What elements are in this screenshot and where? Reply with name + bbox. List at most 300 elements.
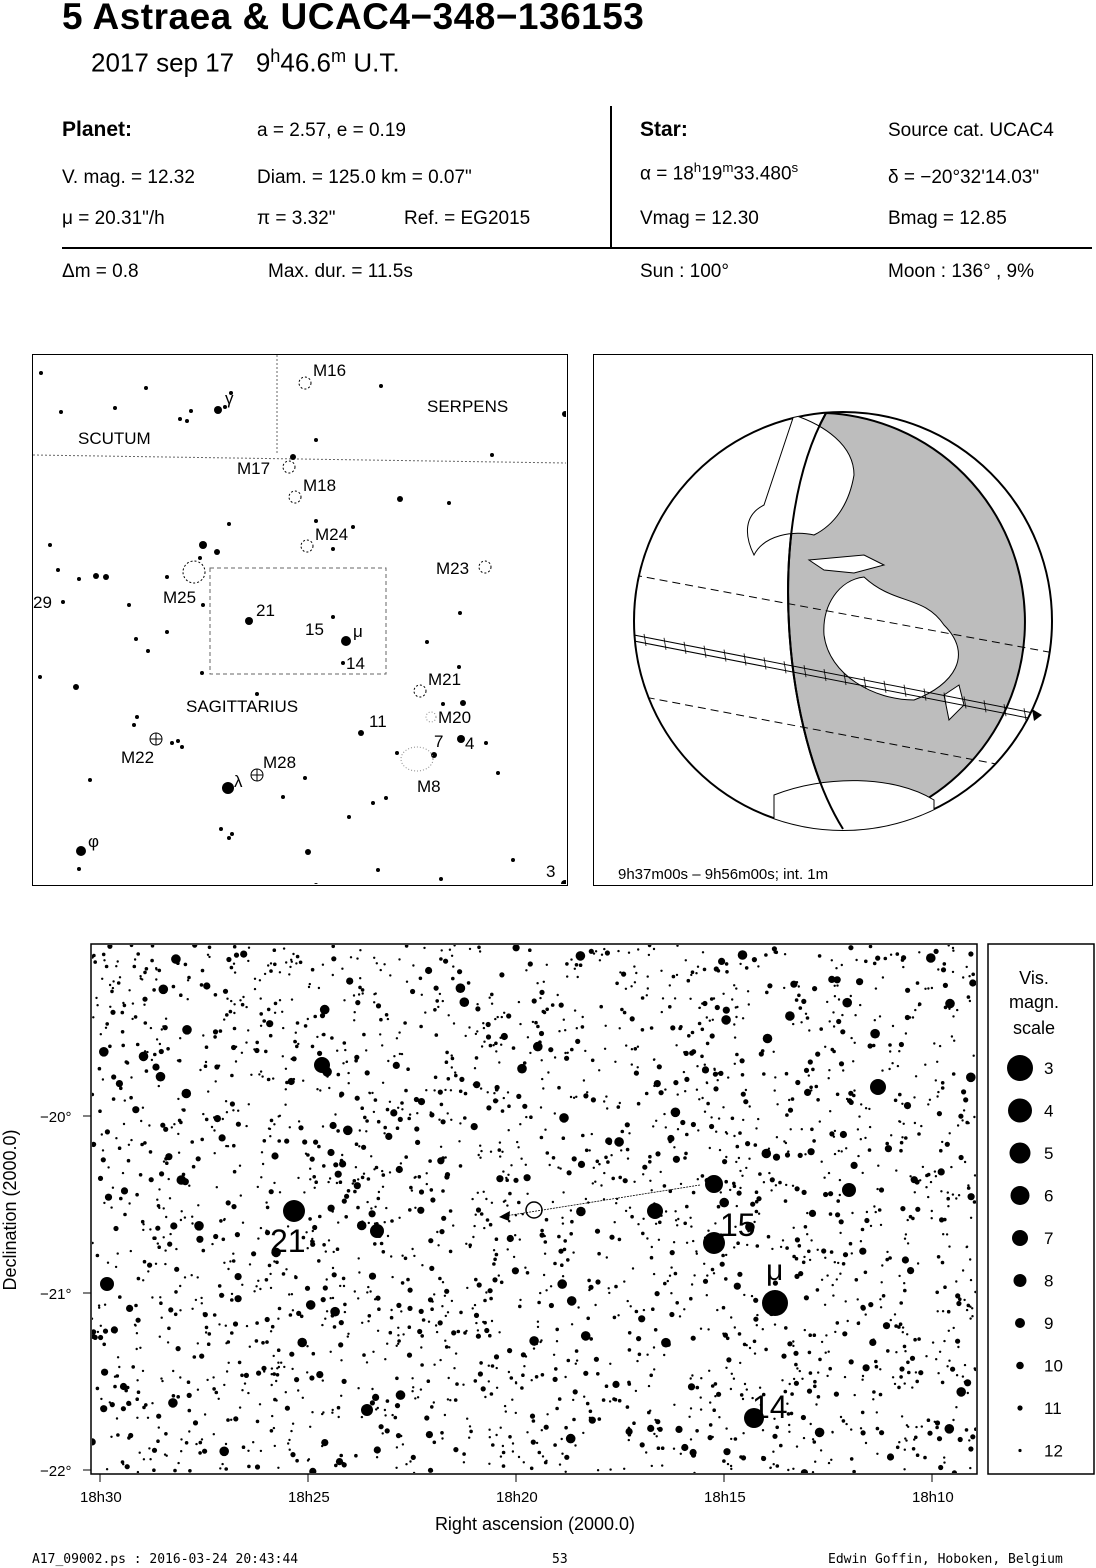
field-star [812, 1438, 814, 1440]
field-star [212, 1376, 214, 1378]
field-star [958, 1194, 960, 1196]
field-star [429, 1266, 434, 1271]
field-star [436, 1331, 438, 1333]
field-star [757, 965, 759, 967]
field-star [828, 1191, 833, 1196]
field-star [784, 1199, 788, 1203]
field-star [941, 1081, 945, 1085]
field-star [117, 981, 121, 985]
label-7: 7 [434, 732, 444, 751]
field-star [574, 1444, 576, 1446]
field-star [734, 1437, 738, 1441]
field-star [156, 1072, 166, 1082]
field-star [456, 983, 466, 993]
field-star [99, 1047, 109, 1057]
field-star [202, 1449, 207, 1454]
field-star [252, 1441, 254, 1443]
field-star [653, 1273, 655, 1275]
field-star [442, 1281, 444, 1283]
field-star [136, 1332, 138, 1334]
field-star [245, 1125, 247, 1127]
field-star [578, 1161, 585, 1168]
field-star [574, 968, 576, 970]
field-star [669, 1275, 671, 1277]
field-star [776, 1103, 778, 1105]
field-star [484, 1396, 486, 1398]
field-star [357, 1297, 359, 1299]
field-star [532, 998, 537, 1003]
field-star [676, 974, 678, 976]
field-star [312, 1230, 314, 1232]
field-star [588, 1289, 590, 1291]
field-star [828, 1077, 830, 1079]
legend-dot [1014, 1274, 1027, 1287]
field-star [101, 1369, 108, 1376]
finder-star [379, 384, 383, 388]
field-star [273, 948, 277, 952]
field-star [839, 1194, 841, 1196]
field-star [475, 1214, 477, 1216]
field-star [377, 1120, 381, 1124]
field-star [698, 1007, 700, 1009]
field-star [894, 1313, 896, 1315]
field-star [274, 1445, 276, 1447]
field-star [404, 1089, 408, 1093]
field-star [716, 1392, 721, 1397]
field-star [496, 1089, 498, 1091]
field-star [875, 956, 880, 961]
legend-dot [1010, 1143, 1031, 1164]
field-star [839, 1061, 844, 1066]
label-3: 3 [546, 862, 556, 881]
field-star [375, 1296, 380, 1301]
field-star [785, 1246, 789, 1250]
field-star [314, 1180, 318, 1184]
field-star [968, 1193, 975, 1200]
field-star [280, 1362, 282, 1364]
finder-star [431, 752, 437, 758]
field-star [902, 1331, 904, 1333]
field-star [378, 1191, 380, 1193]
field-star [812, 1139, 816, 1143]
field-star [430, 1307, 434, 1311]
field-star [745, 1167, 747, 1169]
field-star [938, 1465, 943, 1470]
field-star [338, 1416, 340, 1418]
field-star [788, 1431, 790, 1433]
field-star [283, 947, 285, 949]
field-star [680, 1183, 682, 1185]
field-star [247, 1465, 251, 1469]
field-star [370, 1207, 372, 1209]
field-star [710, 1116, 712, 1118]
field-star [518, 1456, 520, 1458]
field-star [828, 1172, 830, 1174]
field-star [614, 1221, 616, 1223]
field-star [973, 1200, 977, 1204]
field-star [507, 1104, 511, 1108]
finder-star [214, 549, 220, 555]
field-star [306, 1300, 316, 1310]
field-star [570, 1096, 572, 1098]
field-star [498, 1061, 500, 1063]
field-star [959, 1155, 964, 1160]
field-star [899, 1322, 903, 1326]
field-star [98, 1176, 103, 1181]
field-star [903, 1289, 907, 1293]
field-star [658, 1221, 662, 1225]
field-star [350, 956, 352, 958]
field-star [499, 1141, 501, 1143]
field-star [854, 1042, 856, 1044]
field-star [966, 1073, 976, 1083]
field-star [898, 1441, 900, 1443]
field-star [628, 1331, 632, 1335]
field-star [715, 1131, 717, 1133]
field-star [767, 983, 772, 988]
finder-star [458, 611, 462, 615]
field-star [389, 1171, 391, 1173]
field-star [808, 1029, 810, 1031]
field-star [213, 1234, 218, 1239]
field-star [267, 1008, 271, 1012]
planet-parallax: π = 3.32" [257, 208, 336, 229]
field-star [916, 981, 920, 985]
field-star [384, 1221, 386, 1223]
field-star [831, 1431, 833, 1433]
field-star [947, 1205, 949, 1207]
field-star [627, 1381, 631, 1385]
field-star [444, 1340, 446, 1342]
field-star [963, 1109, 965, 1111]
field-star [709, 1020, 711, 1022]
field-star [197, 1276, 199, 1278]
field-star [620, 1008, 624, 1012]
field-star [129, 1403, 131, 1405]
field-star [100, 1033, 102, 1035]
field-star [160, 1377, 162, 1379]
field-star [284, 1139, 289, 1144]
field-star [310, 1157, 315, 1162]
field-star [711, 1268, 715, 1272]
ut-label: U.T. [353, 47, 400, 78]
field-star [143, 1004, 145, 1006]
field-star [914, 1122, 916, 1124]
field-star [864, 1271, 868, 1275]
field-star [886, 1349, 890, 1353]
field-star [600, 1184, 602, 1186]
field-star [234, 971, 236, 973]
field-star [297, 1043, 299, 1045]
field-star [819, 1027, 823, 1031]
field-star [695, 1429, 699, 1433]
field-star [101, 1133, 103, 1135]
field-star [966, 1246, 968, 1248]
ra-s-unit: s [791, 160, 799, 175]
field-star [487, 1091, 489, 1093]
field-star [836, 1093, 840, 1097]
field-star [520, 1386, 524, 1390]
finder-star [376, 868, 380, 872]
field-star [564, 1029, 566, 1031]
field-star [396, 1446, 398, 1448]
label-m16: M16 [313, 361, 347, 380]
field-star [973, 1055, 975, 1057]
field-star [915, 1426, 917, 1428]
field-star [453, 1367, 455, 1369]
field-star [247, 1392, 249, 1394]
field-star [886, 1251, 888, 1253]
field-star [374, 1206, 376, 1208]
field-star [630, 985, 632, 987]
field-star [597, 1252, 601, 1256]
field-star [875, 1211, 877, 1213]
field-star [906, 1361, 910, 1365]
table-divider-vertical [610, 106, 612, 248]
field-star [226, 1200, 231, 1205]
footer-author: Edwin Goffin, Hoboken, Belgium [828, 1552, 1063, 1567]
field-star [946, 1197, 950, 1201]
field-star [241, 1284, 243, 1286]
field-star [265, 1278, 269, 1282]
field-star [733, 1246, 735, 1248]
field-star [710, 997, 714, 1001]
field-star [841, 1014, 843, 1016]
constellation-boundary [33, 455, 566, 463]
field-star [832, 1050, 836, 1054]
field-star [937, 1310, 939, 1312]
field-star [715, 1005, 720, 1010]
field-star [230, 1298, 234, 1302]
star-heading: Star: [640, 118, 688, 141]
field-star [713, 1272, 715, 1274]
label-serpens: SERPENS [427, 397, 509, 416]
field-star [383, 1126, 387, 1130]
field-star [140, 977, 142, 979]
field-star [569, 1232, 573, 1236]
field-star [168, 1178, 170, 1180]
field-star [541, 1429, 543, 1431]
field-star [785, 1113, 789, 1117]
field-star [673, 1404, 675, 1406]
field-star [621, 1130, 625, 1134]
label-15: 15 [305, 620, 324, 639]
field-star [745, 966, 749, 970]
field-star [952, 1072, 956, 1076]
field-star [227, 1268, 229, 1270]
field-star [510, 1376, 514, 1380]
field-star [234, 953, 239, 958]
field-star [806, 1233, 808, 1235]
field-star [629, 1207, 631, 1209]
field-star [156, 1414, 161, 1419]
field-star [717, 1079, 719, 1081]
field-star [895, 1351, 897, 1353]
field-star [233, 1416, 238, 1421]
field-star [213, 1035, 217, 1039]
field-star [722, 1159, 727, 1164]
field-star [383, 1132, 385, 1134]
field-star [178, 1152, 180, 1154]
field-star [650, 1026, 654, 1030]
field-star [211, 1126, 213, 1128]
finder-star [214, 406, 222, 414]
field-star [667, 1280, 669, 1282]
field-star [530, 1414, 535, 1419]
field-star [641, 1232, 645, 1236]
field-star [112, 987, 114, 989]
field-star [141, 1220, 145, 1224]
field-star [174, 1290, 178, 1294]
field-star [326, 1278, 328, 1280]
field-star [197, 1389, 199, 1391]
globe-caption: 9h37m00s – 9h56m00s; int. 1m [618, 866, 829, 883]
field-star [792, 1468, 794, 1470]
field-star [846, 1098, 848, 1100]
field-star [902, 1326, 904, 1328]
field-star [843, 1252, 848, 1257]
field-star [255, 1041, 259, 1045]
field-star [935, 1079, 937, 1081]
field-star [330, 1297, 332, 1299]
label-m8: M8 [417, 777, 441, 796]
field-star [881, 1281, 883, 1283]
field-star [173, 1469, 177, 1473]
field-star [204, 1413, 206, 1415]
field-star [372, 1394, 379, 1401]
field-star [614, 1137, 624, 1147]
field-star [839, 1179, 841, 1181]
field-star [495, 1434, 497, 1436]
field-star [387, 1018, 389, 1020]
field-star [337, 1221, 339, 1223]
label-11: 11 [369, 712, 387, 731]
field-star [879, 1015, 881, 1017]
field-star [598, 1163, 600, 1165]
field-star [459, 1090, 463, 1094]
field-star [163, 1127, 168, 1132]
field-star [167, 1341, 169, 1343]
field-star [107, 1166, 109, 1168]
label-m24: M24 [315, 525, 349, 544]
field-star [758, 1172, 762, 1176]
field-star [208, 956, 210, 958]
field-star [968, 1439, 970, 1441]
field-star [499, 972, 504, 977]
field-star [167, 1327, 171, 1331]
field-star [374, 1098, 378, 1102]
field-star [489, 1436, 491, 1438]
field-star [384, 1358, 386, 1360]
field-star [965, 1121, 969, 1125]
field-star [155, 968, 157, 970]
field-star [635, 972, 637, 974]
field-star [369, 1210, 376, 1217]
field-star [396, 1126, 400, 1130]
field-star [478, 1154, 480, 1156]
field-star [336, 1458, 343, 1465]
field-star [599, 959, 601, 961]
field-star [785, 1072, 789, 1076]
field-star [956, 1374, 958, 1376]
finder-star [222, 782, 234, 794]
field-star [245, 1041, 247, 1043]
field-star [907, 1242, 909, 1244]
field-star [122, 1172, 124, 1174]
field-star [191, 1308, 193, 1310]
field-star [554, 1056, 556, 1058]
field-star [761, 1456, 766, 1461]
field-star [357, 1178, 359, 1180]
field-star [963, 1097, 968, 1102]
field-star [836, 1019, 841, 1024]
field-star [305, 1153, 307, 1155]
field-star [103, 959, 105, 961]
legend-mag-label: 11 [1044, 1399, 1062, 1418]
field-star [500, 1427, 502, 1429]
field-star [801, 1469, 808, 1476]
field-star [941, 1261, 945, 1265]
field-star [356, 1206, 360, 1210]
field-star [142, 1279, 144, 1281]
field-star [164, 1249, 166, 1251]
field-star [670, 1266, 672, 1268]
field-star [832, 1294, 834, 1296]
field-star [899, 1366, 904, 1371]
ra-m-unit: m [722, 160, 734, 175]
cluster-m17-icon [283, 461, 295, 473]
field-star [894, 1383, 896, 1385]
field-star [648, 954, 650, 956]
field-star [710, 1033, 715, 1038]
field-star [179, 1285, 181, 1287]
field-star [292, 1423, 294, 1425]
field-star [841, 964, 843, 966]
field-star [202, 1034, 204, 1036]
field-star [531, 1379, 533, 1381]
field-star [200, 983, 204, 987]
field-star [674, 997, 676, 999]
field-star [130, 1250, 132, 1252]
field-star [257, 1280, 259, 1282]
legend-title-3: scale [1012, 1018, 1056, 1038]
field-star [904, 1238, 906, 1240]
field-star [336, 1129, 340, 1133]
field-star [341, 1154, 343, 1156]
legend-mag-label: 12 [1044, 1441, 1063, 1461]
field-star [528, 948, 532, 952]
field-star [576, 1359, 578, 1361]
field-star [126, 1305, 133, 1312]
field-star [354, 1454, 358, 1458]
field-star [632, 1267, 634, 1269]
field-star [215, 1391, 219, 1395]
field-star [831, 959, 833, 961]
field-star [272, 1372, 276, 1376]
field-star [726, 1357, 731, 1362]
field-star [932, 1341, 934, 1343]
field-star [128, 1144, 130, 1146]
field-star [907, 1426, 909, 1428]
finder-star [219, 827, 223, 831]
finder-star [135, 715, 139, 719]
field-star [787, 1469, 789, 1471]
field-star [502, 1451, 506, 1455]
field-star [153, 1236, 157, 1240]
field-star [330, 1307, 340, 1317]
field-star [691, 1374, 693, 1376]
field-star [970, 1279, 972, 1281]
